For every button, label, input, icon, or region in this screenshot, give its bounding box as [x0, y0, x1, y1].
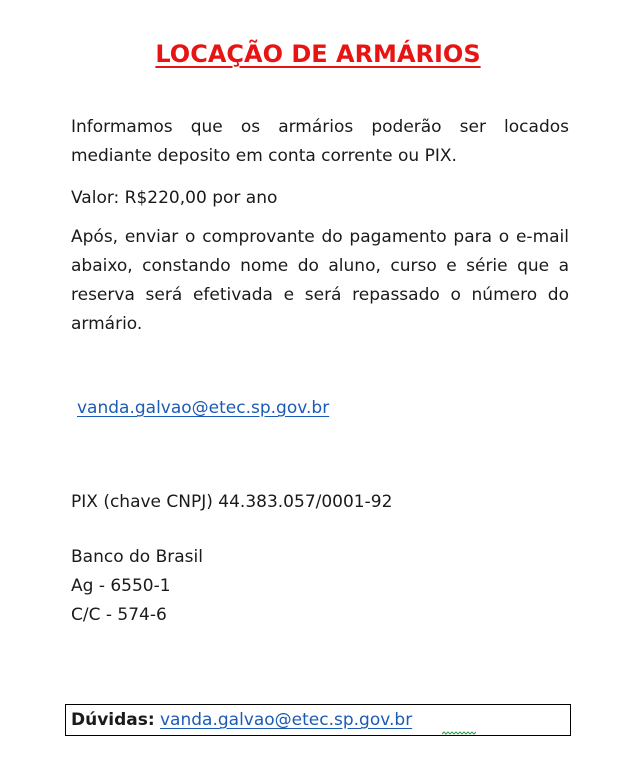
- bank-agency: Ag - 6550-1: [71, 576, 171, 596]
- contact-email-link[interactable]: vanda.galvao@etec.sp.gov.br: [77, 398, 330, 418]
- spellcheck-squiggle: [442, 731, 476, 735]
- document-title-text: LOCAÇÃO DE ARMÁRIOS: [155, 40, 481, 68]
- doubts-label: Dúvidas:: [71, 710, 155, 730]
- instructions-paragraph: Após, enviar o comprovante do pagamento para o e-mail abaixo, constando nome do aluno, curso e série que a reserva será efetivada e será repassado o número do armário.: [71, 227, 569, 334]
- bank-details: [71, 543, 203, 630]
- bank-name: Banco do Brasil: [71, 547, 203, 567]
- intro-paragraph: Informamos que os armários poderão ser locados mediante deposito em conta corrente ou PIX.: [71, 117, 569, 166]
- price-paragraph: Valor: R$220,00 por ano: [71, 188, 278, 208]
- doubts-email-link[interactable]: vanda.galvao@etec.sp.gov.br: [160, 710, 413, 730]
- document-title: [0, 34, 636, 74]
- pix-key-line: PIX (chave CNPJ) 44.383.057/0001-92: [71, 492, 393, 512]
- bank-account: C/C - 574-6: [71, 605, 167, 625]
- doubts-box: [65, 704, 571, 736]
